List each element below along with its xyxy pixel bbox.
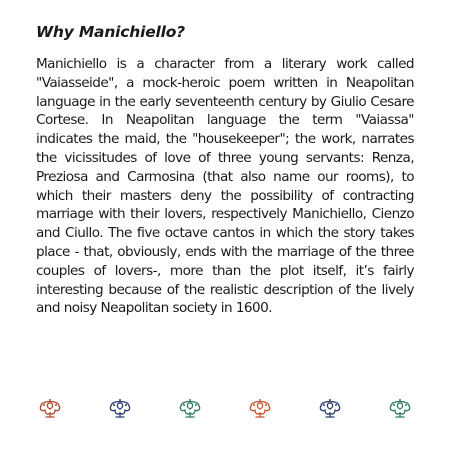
damask-ornament-icon (246, 397, 274, 419)
damask-ornament-icon (36, 397, 64, 419)
ornament-row (36, 396, 414, 420)
damask-ornament-icon (316, 397, 344, 419)
damask-ornament-icon (106, 397, 134, 419)
page-title: Why Manichiello? (36, 23, 185, 41)
damask-ornament-icon (386, 397, 414, 419)
damask-ornament-icon (176, 397, 204, 419)
body-paragraph: Manichiello is a character from a literary work called "Vaiasseide", a mock-heroic poem written in Neapolitan language in the early seventeenth century by Giulio Cesare Cortese. In Neapolitan language the term "Vaiassa" indicates the maid, the "housekeeper"; the work, narrates the vicissitudes of love of three young servants: Renza, Preziosa and Carmosina (that also name our rooms), to which their masters deny the possibility of contracting marriage with their lovers, respectively Manichiello, Cienzo and Ciullo. The five octave cantos in which the story takes place - that, obviously, ends with the marriage of the three couples of lovers-, more than the plot itself, it’s fairly interesting because of the realistic description of the lively and noisy Neapolitan society in 1600. (36, 56, 414, 317)
